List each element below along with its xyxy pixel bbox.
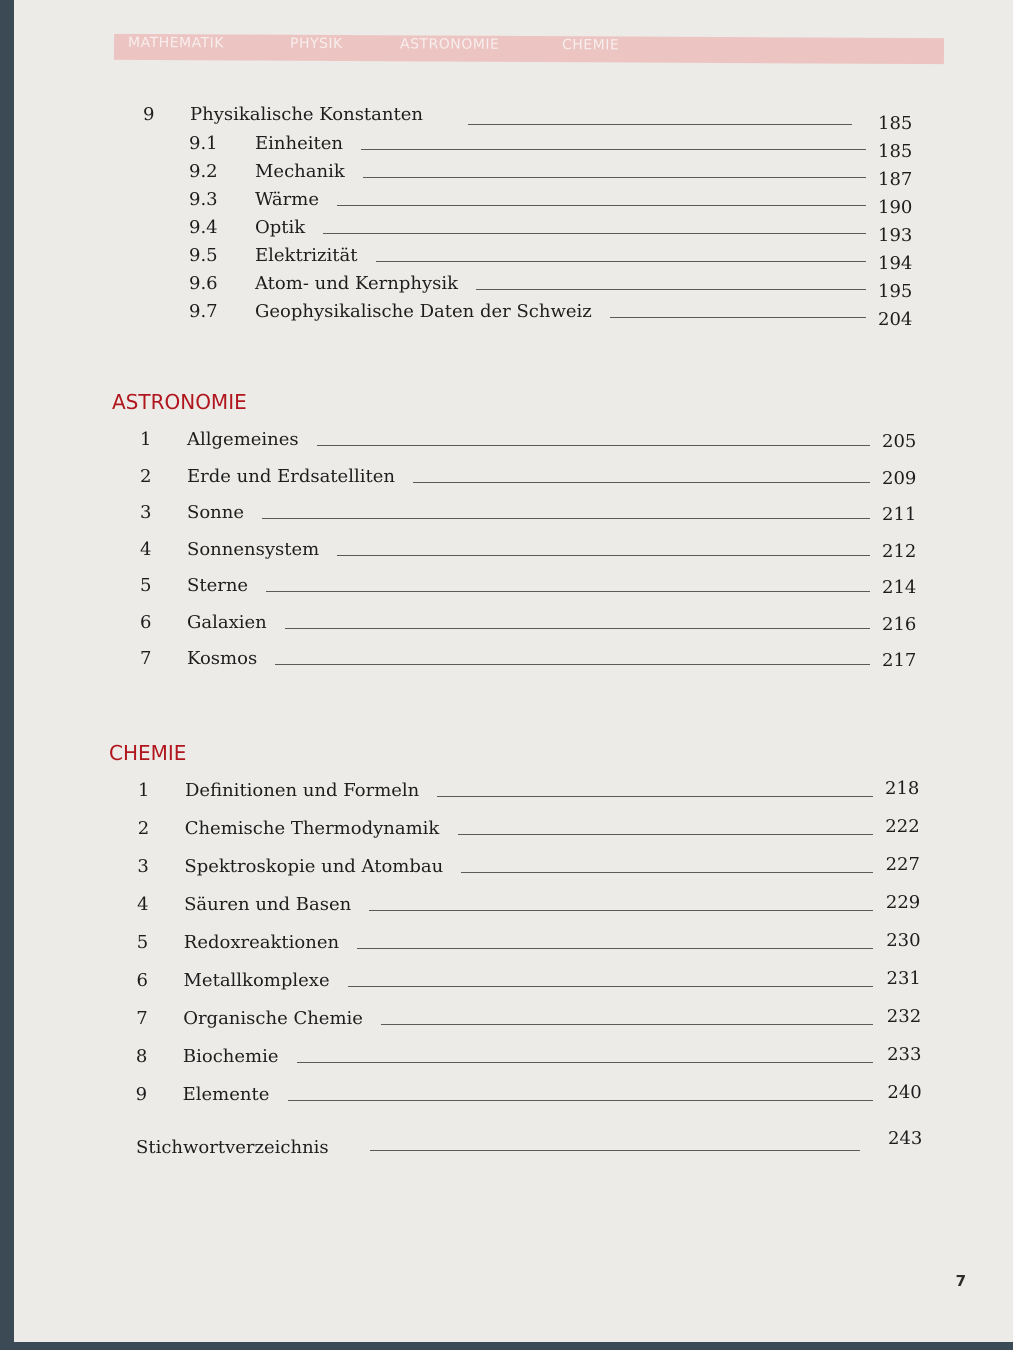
entry-number: 9.6 <box>189 273 218 294</box>
entry-title: Spektroskopie und Atombau <box>184 856 444 877</box>
toc-entry-row <box>14 502 1013 528</box>
leader-line <box>458 834 873 835</box>
toc-entry-row <box>14 818 1013 844</box>
leader-line <box>476 289 866 290</box>
entry-page: 209 <box>882 467 917 489</box>
index-title: Stichwortverzeichnis <box>136 1137 329 1158</box>
leader-line <box>262 518 870 519</box>
entry-page: 195 <box>878 281 913 302</box>
entry-number: 1 <box>140 429 152 450</box>
entry-number: 9.4 <box>189 217 218 238</box>
section-tab-band <box>114 34 944 64</box>
toc-entry-row <box>14 539 1013 565</box>
leader-line <box>337 555 870 556</box>
toc-entry-row <box>14 466 1013 492</box>
entry-title: Redoxreaktionen <box>183 932 340 953</box>
entry-title: Sonnensystem <box>187 538 320 560</box>
entry-page: 185 <box>878 141 913 162</box>
entry-page: 190 <box>878 197 913 218</box>
entry-title: Elektrizität <box>255 245 358 266</box>
toc-chapter-row <box>14 104 1013 134</box>
leader-line <box>381 1024 873 1025</box>
section-title-chemie: CHEMIE <box>109 741 187 765</box>
entry-page: 214 <box>882 577 917 598</box>
toc-entry-row <box>14 245 1013 274</box>
entry-number: 9 <box>135 1084 148 1105</box>
leader-line <box>323 233 866 234</box>
entry-number: 3 <box>140 502 152 523</box>
toc-entry-row <box>14 575 1013 601</box>
document-page <box>14 0 1013 1342</box>
toc-entry-row <box>14 1084 1013 1110</box>
entry-title: Kosmos <box>187 648 258 669</box>
section-title-astronomie: ASTRONOMIE <box>112 390 247 414</box>
entry-title: Atom- und Kernphysik <box>255 273 459 294</box>
entry-title: Galaxien <box>187 611 267 633</box>
entry-page: 193 <box>878 225 913 246</box>
entry-title: Sterne <box>187 575 249 596</box>
entry-number: 9.5 <box>189 245 218 266</box>
entry-title: Wärme <box>255 189 319 210</box>
entry-title: Säuren und Basen <box>184 894 352 915</box>
entry-title: Sonne <box>187 502 245 523</box>
entry-number: 9.7 <box>189 301 218 322</box>
toc-entry-row <box>14 970 1013 996</box>
entry-page: 231 <box>886 968 921 989</box>
toc-index-row <box>14 1128 1013 1163</box>
entry-number: 5 <box>140 575 152 596</box>
entry-page: 204 <box>878 309 913 330</box>
tab-chemie: CHEMIE <box>561 37 620 54</box>
toc-entry-row <box>14 612 1013 638</box>
toc-entry-row <box>14 894 1013 920</box>
entry-page: 230 <box>886 930 921 951</box>
entry-number: 4 <box>137 894 149 915</box>
entry-page: 187 <box>878 169 913 190</box>
entry-page: 222 <box>885 816 920 837</box>
entry-page: 218 <box>885 778 920 799</box>
toc-entry-row <box>14 856 1013 882</box>
chapter-title: Physikalische Konstanten <box>190 104 423 125</box>
index-page: 243 <box>888 1128 923 1149</box>
entry-title: Metallkomplexe <box>183 970 330 991</box>
toc-entry-row <box>14 301 1013 330</box>
entry-page: 233 <box>887 1044 922 1065</box>
entry-number: 5 <box>136 932 149 953</box>
entry-title: Elemente <box>182 1084 270 1105</box>
entry-title: Optik <box>255 217 306 238</box>
entry-title: Geophysikalische Daten der Schweiz <box>255 301 592 322</box>
entry-number: 6 <box>140 611 152 633</box>
chapter-page: 185 <box>878 113 913 134</box>
leader-line <box>468 124 852 125</box>
entry-title: Einheiten <box>255 133 343 154</box>
toc-entry-row <box>14 217 1013 246</box>
entry-page: 240 <box>887 1082 922 1103</box>
leader-line <box>337 205 866 206</box>
entry-title: Organische Chemie <box>183 1008 363 1029</box>
entry-number: 9.2 <box>189 161 218 182</box>
tab-physik: PHYSIK <box>289 35 343 53</box>
leader-line <box>363 177 866 178</box>
entry-page: 194 <box>878 253 913 274</box>
tab-astronomie: ASTRONOMIE <box>399 36 500 53</box>
leader-line <box>461 872 873 873</box>
leader-line <box>361 149 866 150</box>
entry-page: 227 <box>885 854 920 875</box>
entry-title: Mechanik <box>255 161 345 182</box>
toc-entry-row <box>14 932 1013 958</box>
entry-number: 1 <box>138 780 150 801</box>
entry-page: 232 <box>886 1006 922 1027</box>
entry-number: 9.1 <box>189 133 218 154</box>
entry-number: 3 <box>137 856 149 877</box>
entry-page: 216 <box>882 613 917 635</box>
toc-entry-row <box>14 1046 1013 1072</box>
leader-line <box>369 910 873 911</box>
leader-line <box>437 796 873 797</box>
entry-number: 2 <box>137 818 150 839</box>
leader-line <box>285 628 870 629</box>
leader-line <box>317 445 870 446</box>
leader-line <box>413 482 870 483</box>
toc-entry-row <box>14 161 1013 190</box>
chapter-number: 9 <box>143 104 155 125</box>
entry-number: 9.3 <box>189 189 218 210</box>
toc-entry-row <box>14 780 1013 806</box>
toc-entry-row <box>14 133 1013 162</box>
entry-page: 229 <box>885 892 921 913</box>
toc-entry-row <box>14 648 1013 674</box>
toc-entry-row <box>14 1008 1013 1034</box>
entry-number: 7 <box>140 648 152 669</box>
entry-page: 217 <box>882 650 917 671</box>
page-number: 7 <box>955 1272 966 1290</box>
entry-title: Erde und Erdsatelliten <box>187 465 395 487</box>
leader-line <box>376 261 866 262</box>
toc-entry-row <box>14 273 1013 302</box>
leader-line <box>275 664 870 665</box>
entry-number: 4 <box>140 538 152 560</box>
leader-line <box>610 317 866 318</box>
leader-line <box>370 1150 860 1151</box>
entry-title: Biochemie <box>182 1046 279 1067</box>
leader-line <box>357 948 873 949</box>
leader-line <box>297 1062 873 1063</box>
entry-title: Allgemeines <box>187 429 299 450</box>
entry-page: 211 <box>882 504 917 525</box>
leader-line <box>348 986 873 987</box>
leader-line <box>288 1100 873 1101</box>
tab-mathematik: MATHEMATIK <box>127 34 225 52</box>
entry-number: 7 <box>136 1008 148 1029</box>
leader-line <box>266 591 870 592</box>
entry-page: 212 <box>882 540 917 562</box>
entry-page: 205 <box>882 431 917 452</box>
entry-title: Definitionen und Formeln <box>185 780 420 801</box>
entry-number: 2 <box>140 465 152 487</box>
toc-entry-row <box>14 189 1013 218</box>
entry-title: Chemische Thermodynamik <box>184 818 440 839</box>
entry-number: 6 <box>136 970 148 991</box>
toc-entry-row <box>14 429 1013 455</box>
entry-number: 8 <box>135 1046 148 1067</box>
